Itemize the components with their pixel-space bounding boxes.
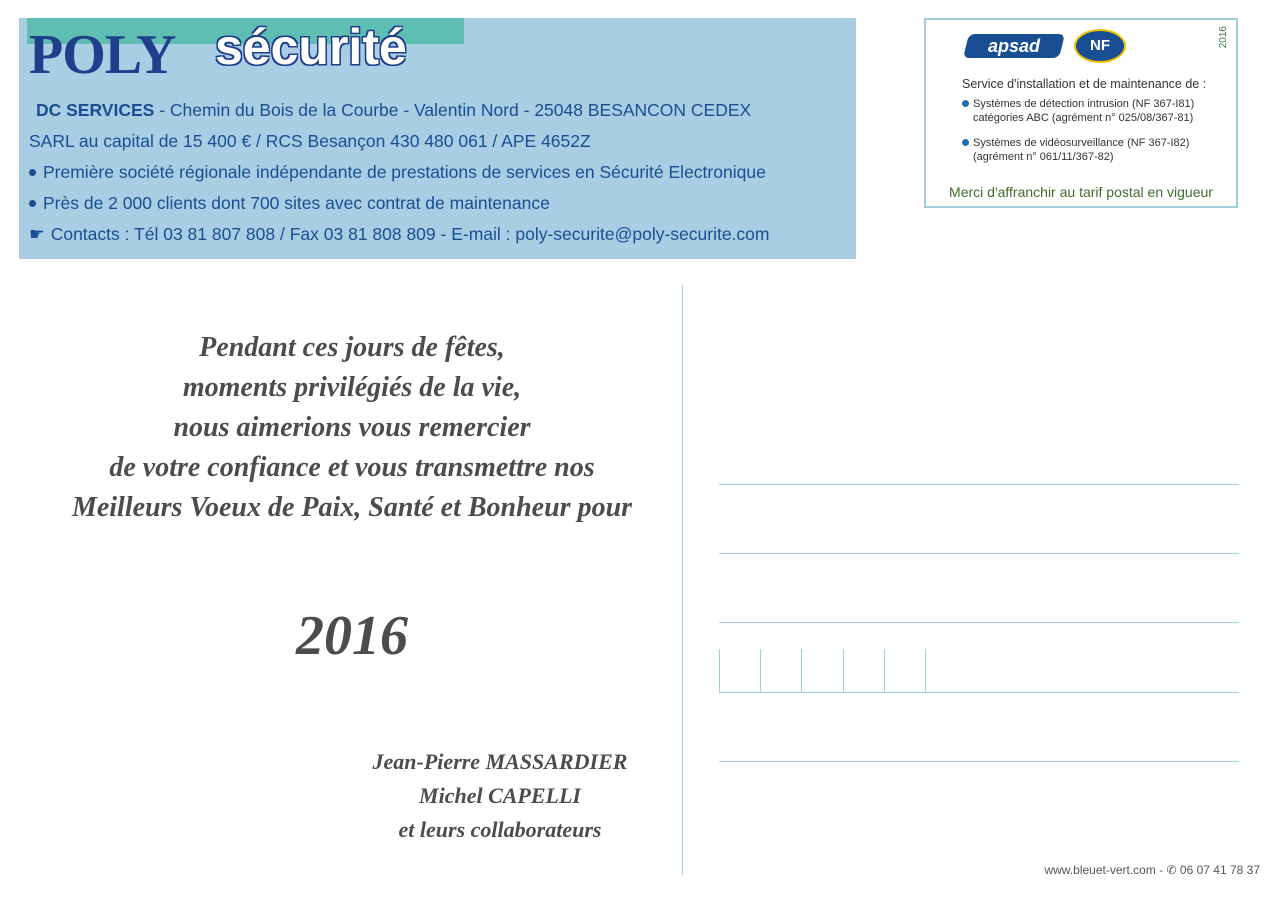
bullet-dot-icon	[29, 169, 36, 176]
stamp-item-line1: Systèmes de vidéosurveillance (NF 367-I82)	[973, 137, 1190, 149]
bullet-text: Première société régionale indépendante de prestations de services en Sécurité Electronique	[43, 162, 766, 182]
company-address-line	[36, 100, 751, 121]
logo-securite-text: sécurité	[215, 19, 407, 75]
printer-credit	[1044, 863, 1260, 877]
company-header	[19, 18, 856, 259]
phone-icon: ✆	[1166, 863, 1177, 877]
stamp-item-line2: catégories ABC (agrément n° 025/08/367-81)	[973, 112, 1194, 124]
address-line	[719, 553, 1239, 554]
postal-box-divider	[843, 649, 844, 692]
stamp-intro: Service d'installation et de maintenance de :	[962, 77, 1207, 91]
bullet-text: Près de 2 000 clients dont 700 sites avec contrat de maintenance	[43, 193, 550, 213]
stamp-footer-note: Merci d'affranchir au tarif postal en vigueur	[949, 184, 1213, 200]
bullet-dot-icon	[29, 200, 36, 207]
greeting-line: Pendant ces jours de fêtes,	[199, 332, 505, 363]
bullet-dot-icon	[962, 139, 969, 146]
apsad-logo-text: apsad	[987, 36, 1041, 56]
signatures	[300, 745, 700, 847]
signature-line: Michel CAPELLI	[419, 783, 581, 808]
stamp-year: 2016	[1218, 26, 1229, 49]
apsad-logo	[963, 34, 1065, 58]
signature-line: Jean-Pierre MASSARDIER	[372, 749, 628, 774]
header-bullet-1	[29, 162, 766, 183]
pointing-hand-icon: ☛	[29, 224, 45, 244]
company-legal: SARL au capital de 15 400 € / RCS Besançon 430 480 061 / APE 4652Z	[29, 131, 591, 151]
greeting-line: moments privilégiés de la vie,	[182, 372, 522, 403]
greeting-line: de votre confiance et vous transmettre nos	[109, 452, 595, 483]
address-line	[719, 692, 1239, 693]
printer-phone: 06 07 41 78 37	[1179, 863, 1260, 877]
address-line	[719, 761, 1239, 762]
stamp-item-line2: (agrément n° 061/11/367-82)	[973, 151, 1114, 163]
nf-logo	[1074, 29, 1126, 63]
header-bullet-2	[29, 193, 550, 214]
greeting-year: 2016	[296, 605, 408, 667]
postal-box-divider	[760, 649, 761, 692]
stamp-item-1	[962, 97, 1194, 125]
stamp-box	[924, 18, 1238, 208]
nf-logo-text: NF	[1090, 37, 1110, 54]
contacts-text: Contacts : Tél 03 81 807 808 / Fax 03 81 808 809 - E-mail : poly-securite@poly-securite.com	[50, 224, 770, 244]
printer-site: www.bleuet-vert.com -	[1044, 863, 1164, 877]
postal-box-divider	[925, 649, 926, 692]
company-address: - Chemin du Bois de la Courbe - Valentin Nord - 25048 BESANCON CEDEX	[154, 100, 752, 120]
logo-poly-text: POLY	[29, 24, 176, 86]
stamp-item-line1: Systèmes de détection intrusion (NF 367-I81)	[973, 98, 1195, 110]
signature-line: et leurs collaborateurs	[398, 817, 602, 842]
address-line	[719, 622, 1239, 623]
bullet-dot-icon	[962, 100, 969, 107]
greeting-line: Meilleurs Voeux de Paix, Santé et Bonheur pour	[71, 492, 633, 523]
vertical-divider	[682, 285, 683, 875]
stamp-item-2	[962, 136, 1189, 164]
contacts-line	[29, 224, 769, 245]
greeting-message	[0, 328, 704, 528]
greeting-line: nous aimerions vous remercier	[173, 412, 531, 443]
address-line	[719, 484, 1239, 485]
poly-securite-logo	[19, 18, 464, 84]
postal-box-divider	[884, 649, 885, 692]
postal-box-divider	[719, 649, 720, 692]
company-name: DC SERVICES	[36, 100, 155, 120]
postal-box-divider	[801, 649, 802, 692]
